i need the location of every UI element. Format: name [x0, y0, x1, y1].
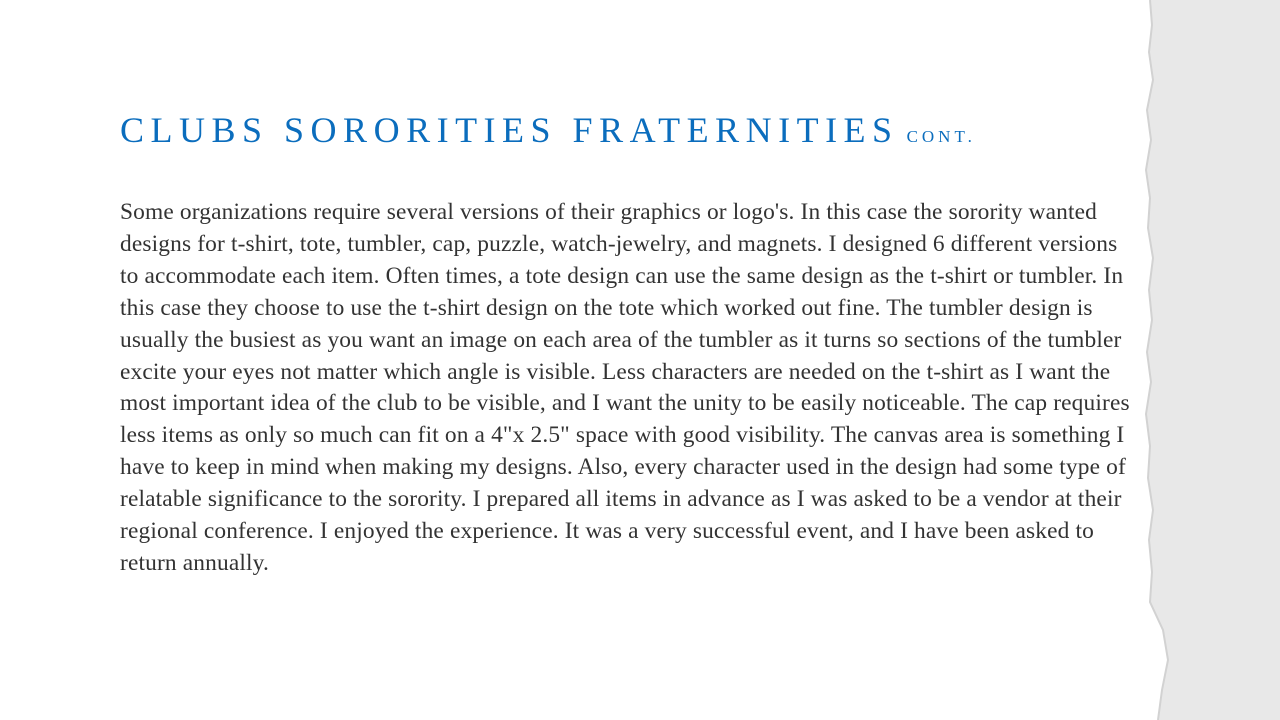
torn-paper-backdrop — [1146, 0, 1280, 720]
body-paragraph: Some organizations require several versions of their graphics or logo's. In this case the sorority wanted designs for t-shirt, tote, tumbler, cap, puzzle, watch-jewelry, and magnets. I designed 6 different versions to accommodate each item. Often times, a tote design can use the same design as the t-shirt or tumbler. In this case they choose to use the t-shirt design on the tote which worked out fine. The tumbler design is usually the busiest as you want an image on each area of the tumbler as it turns so sections of the tumbler excite your eyes not matter which angle is visible. Less characters are needed on the t-shirt as I want the most important idea of the club to be visible, and I want the unity to be easily noticeable. The cap requires less items as only so much can fit on a 4"x 2.5" space with good visibility. The canvas area is something I have to keep in mind when making my designs. Also, every character used in the design had some type of relatable significance to the sorority. I prepared all items in advance as I was asked to be a vendor at their regional conference. I enjoyed the experience. It was a very successful event, and I have been asked to return annually. — [120, 199, 1130, 576]
title-main: CLUBS SORORITIES FRATERNITIES — [120, 110, 899, 150]
page-title — [120, 108, 976, 159]
title-cont-suffix: CONT. — [906, 127, 976, 146]
